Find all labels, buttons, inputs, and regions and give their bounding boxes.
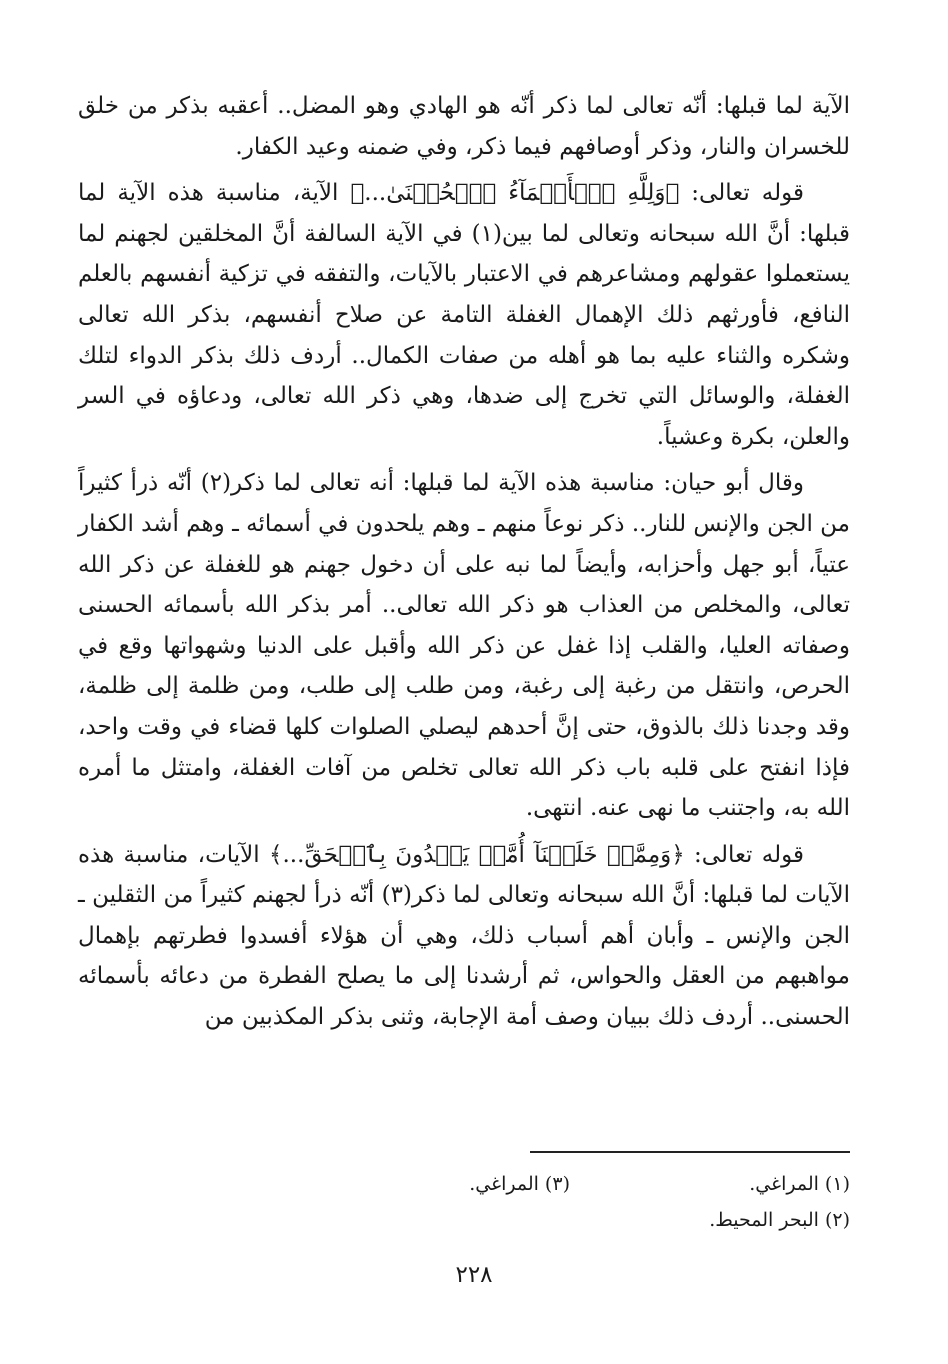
footnote-1: (١) المراغي. xyxy=(749,1173,850,1195)
footnote-row xyxy=(290,1166,850,1202)
footnote-3: (٣) المراغي. xyxy=(469,1173,570,1195)
footnote-row xyxy=(290,1202,850,1238)
page-number: ٢٢٨ xyxy=(455,1262,493,1288)
footnote-divider xyxy=(530,1151,850,1153)
paragraph-1: الآية لما قبلها: أنّه تعالى لما ذكر أنّه هو الهادي وهو المضل.. أعقبه بذكر من خلق للخسران والنار، وذكر أوصافهم فيما ذكر، وفي ضمنه وعيد الكفار. xyxy=(78,93,850,160)
footnote-2: (٢) البحر المحيط. xyxy=(709,1209,850,1231)
footnotes xyxy=(290,1166,850,1238)
main-text xyxy=(78,86,850,1044)
paragraph-3: وقال أبو حيان: مناسبة هذه الآية لما قبلها: أنه تعالى لما ذكر(٢) أنّه ذرأ كثيراً من الجن والإنس للنار.. ذكر نوعاً منهم ـ وهم يلحدون في أسمائه ـ وهم أشد الكفار عتياً، أبو جهل وأحزابه، وأيضاً لما نبه على أن دخول جهنم هو للغفلة عن ذكر الله تعالى، والمخلص من العذاب هو ذكر الله تعالى.. أمر بذكر الله بأسمائه الحسنى وصفاته العليا، والقلب إذا غفل عن ذكر الله وأقبل على الدنيا وشهواتها وقع في الحرص، وانتقل من رغبة إلى رغبة، ومن طلب إلى طلب، ومن ظلمة إلى ظلمة، وقد وجدنا ذلك بالذوق، حتى إنَّ أحدهم ليصلي الصلوات كلها قضاء في وقت واحد، فإذا انفتح على قلبه باب ذكر الله تعالى تخلص من آفات الغفلة، وامتثل ما أمره الله به، واجتنب ما نهى عنه. انتهى. xyxy=(78,470,850,822)
paragraph-2: قوله تعالى: ﴿وَلِلَّهِ ٱلۡأَسۡمَآءُ ٱلۡحُسۡنَىٰ...﴾ الآية، مناسبة هذه الآية لما قبلها: أنَّ الله سبحانه وتعالى لما بين(١) في الآية السالفة أنَّ المخلقين لجهنم لما يستعملوا عقولهم ومشاعرهم في الاعتبار بالآيات، والتفقه في تزكية أنفسهم بالعلم النافع، فأورثهم ذلك الإهمال الغفلة التامة عن صلاح أنفسهم، بذكر الله تعالى وشكره والثناء عليه بما هو أهله من صفات الكمال.. أردف ذلك بذكر الدواء لتلك الغفلة، والوسائل التي تخرج إلى ضدها، وهي ذكر الله تعالى، ودعاؤه في السر والعلن، بكرة وعشياً. xyxy=(78,180,850,450)
paragraph-4: قوله تعالى: ﴿وَمِمَّنۡ خَلَقۡنَآ أُمَّةٞ يَهۡدُونَ بِٱلۡحَقِّ...﴾ الآيات، مناسبة هذه الآيات لما قبلها: أنَّ الله سبحانه وتعالى لما ذكر(٣) أنّه ذرأ لجهنم كثيراً من الثقلين ـ الجن والإنس ـ وأبان أهم أسباب ذلك، وهي أن هؤلاء أفسدوا فطرتهم بإهمال مواهبهم من العقل والحواس، ثم أرشدنا إلى ما يصلح الفطرة من دعائه بأسمائه الحسنى.. أردف ذلك ببيان وصف أمة الإجابة، وثنى بذكر المكذبين من xyxy=(78,841,850,1031)
